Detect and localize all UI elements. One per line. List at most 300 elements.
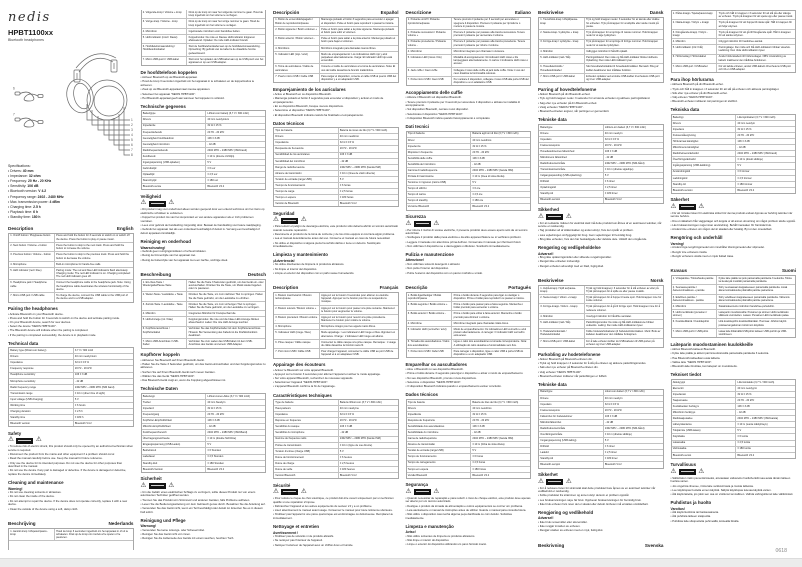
spec-label: Tempo de funcionamento	[407, 454, 472, 459]
spec-value: 32 Ω ± 15 %	[339, 141, 354, 145]
lang-section-deutsch	[141, 272, 267, 541]
part-name: 7. Port micro USB / Câble USB	[274, 349, 320, 357]
part-name: 2. Weiter-Taste / Lautstärke + Taste	[142, 292, 188, 300]
spec-label: Transmissionsområde	[539, 167, 604, 172]
list-item: • Koppel het product los van het stopcontact en van andere apparatuur als er zich problemen voordoen.	[141, 216, 267, 223]
list-item: • Não limpe o interior do dispositivo.	[406, 539, 532, 543]
description-row	[274, 74, 398, 82]
part-description: Parringstilstand: Den røde og blå LED-indikator blinker skiftevis. Opladning: Den røde LED-indikator lyser.	[586, 55, 659, 63]
technical-data-table	[406, 131, 532, 211]
spec-label: Frekvensrespons	[539, 408, 604, 413]
part-name: 2. Nästa-knapp / Volym + knapp	[672, 20, 718, 28]
warning-label: Varoitus!	[670, 506, 686, 511]
description-row	[9, 293, 133, 301]
spec-label: Batterityp	[672, 115, 737, 120]
part-description: Prima o botão para passar para a faixa seguinte. Mantenha o botão premido para aumentar o volume.	[453, 302, 523, 310]
part-description: Verbinden Sie zum Laden das USB-Kabel mit dem USB-Anschluss des Geräts und einem USB-Adapter.	[188, 340, 253, 347]
lang-section-francais	[273, 285, 399, 547]
spec-item-label: Playback time:	[10, 209, 34, 214]
cleaning-title: Rengjøring og vedlikehold	[538, 509, 594, 515]
list-item: • Het Bluetooth-apparaat geeft aan wanneer het koppelen is voltooid.	[141, 97, 267, 101]
technical-data-title: Caractéristiques techniques	[273, 392, 332, 398]
list-item: • Lees voor gebruik de handleiding zorgvuldig door. Bewaar de handleiding voor latere raadpleging.	[141, 224, 267, 228]
part-name: 2. Botão seguinte / Botão volume +	[407, 302, 453, 310]
list-item: • Aktiver Bluetooth på Bluetooth-enheten din.	[538, 358, 664, 362]
part-name: 7. Micro-USB-portti / USB-johto	[672, 329, 718, 337]
part-name: 5. LED-indikator (röd / blå)	[672, 45, 718, 53]
spec-label: Batterijtype	[142, 111, 207, 116]
list-item: • Não utilize solventes de limpeza ou produtos abrasivos.	[406, 535, 532, 539]
spec-value: Batería de iones de litio (3,7 V / 300 mAh)	[339, 129, 388, 133]
spec-label: Resposta de frequência	[407, 418, 472, 423]
list-item: • N'utilisez pas de solvants ni de produits abrasifs.	[273, 535, 399, 539]
part-name: 3. Botão anterior / Botão volume -	[407, 311, 453, 319]
spec-label: Funkfrequenzbereich	[142, 430, 207, 435]
part-description: Enheden oplades ved at slutte USB-kablet til enhedens USB-port og til en USB-adapter.	[586, 74, 660, 81]
list-item: • Les bruksanvisningen nøye før bruk. Oppbevar bruksanvisningen for fremtidig bruk.	[538, 499, 664, 503]
safety-title: Sikkerhed	[538, 207, 559, 213]
cleaning-title: Reiniging en onderhoud	[140, 239, 191, 245]
part-description: Appuyez sur le bouton 3 secondes pour allumer ou éteindre l'appareil. Appuyez sur le bouton pour lire ou suspendre la musique.	[321, 293, 389, 304]
spec-value: 5 V	[472, 181, 477, 185]
list-item: • On your Bluetooth device, search for new devices.	[8, 321, 134, 325]
spec-value: Bluetooth V4.2	[472, 205, 490, 209]
list-item: • Aktivieren Sie Bluetooth auf Ihrem Bluetooth-Gerät.	[141, 359, 267, 363]
part-name: 4. Microphone	[9, 262, 55, 267]
part-name: 2. Volgende-knop / Volume + knop	[142, 10, 188, 18]
spec-label: Batteritype	[539, 125, 604, 130]
safety-warning-icons	[141, 200, 267, 207]
part-name: 7. Micro-USB-port / USB-kabel	[672, 64, 718, 72]
spec-label: Bluetooth-version	[672, 188, 737, 193]
spec-label: Oplaadtijd	[142, 172, 207, 177]
part-description: Modo de emparejamiento: Los indicadores LED rojo y azul parpadean alternativamente. Carga: El indicador LED rojo está encendido.	[321, 52, 393, 63]
list-item: • Älä käytä laitetta, jos jokin sen osa on vioittunut tai viallinen. Vaihda vahingoittunut laite välittömästi.	[671, 493, 797, 497]
part-description: Druk op de knop om naar het vorige nummer te gaan. Houd de knop ingedrukt om het volume te verlagen.	[188, 20, 260, 27]
caution-box-icon	[16, 438, 33, 444]
pairing-steps	[671, 348, 797, 369]
list-item: • Tryk og hold knappen nede i 3 sekunder for at tænde enheden og aktivere parringstilstand.	[538, 97, 664, 101]
safety-title: Sikkerhet	[538, 472, 558, 478]
part-description: Prima o botão para voltar à faixa anterior. Mantenha o botão premido para diminuir o volume.	[453, 312, 522, 319]
part-name: 5. LED-indicator (rood / blauw)	[142, 35, 188, 43]
description-row	[539, 339, 663, 347]
warning-triangle-icon: ⚠	[670, 202, 677, 210]
list-item: • Reinig de buitenzijde van het apparaat met een zachte, vochtige doek.	[141, 259, 267, 263]
cleaning-title: Rengøring og vedligeholdelse	[538, 245, 601, 251]
list-item: • Aktivér Bluetooth på din Bluetooth-enhed.	[538, 93, 664, 97]
safety-title: Turvallisuus	[670, 462, 697, 468]
part-name: 1. Botão ligar/desligar / Botão reproduzir/pausa	[407, 293, 453, 301]
technical-data-title: Tekniset tiedot	[670, 372, 702, 378]
spec-label: Sensibilidad de los auriculares	[274, 153, 339, 158]
spec-label: Batterietyp	[142, 394, 207, 399]
brand-block	[8, 10, 134, 220]
spec-label: Impedanssi	[672, 392, 737, 397]
spec-value: Bluetooth V4.2	[472, 473, 490, 477]
list-item: • Clean the outside of the device using a soft, damp cloth.	[8, 508, 134, 512]
spec-value: - 42 dB	[207, 142, 216, 146]
warning-label: Advarsel!	[538, 516, 554, 521]
list-item: • Tag produktet ud af stikkontakten og andet udstyr, hvis der opstår et problem.	[538, 229, 664, 233]
pairing-steps	[141, 76, 267, 100]
spec-label: Versione Bluetooth	[407, 204, 472, 209]
description-row	[9, 529, 133, 542]
list-item: • For at nedsætte risikoen for elektrisk stød må dette produkt kun åbnes af en autoriseret tekniker, når service er nødvendig.	[538, 222, 664, 229]
part-description: Ingebouwde microfoon voor handsfree bellen.	[188, 29, 241, 33]
list-item: • Bluetooth-laite ilmoittaa, kun laitepari on muodostettu.	[671, 365, 797, 369]
spec-label: Elementit	[672, 386, 737, 391]
part-name: 4. Microfoon	[142, 29, 188, 34]
description-row	[407, 311, 531, 320]
spec-label: Ladetid	[539, 450, 604, 455]
list-item: • Activate Bluetooth on your Bluetooth device.	[8, 313, 134, 317]
list-item: • Verwenden Sie keine Lösungs- oder Scheuermittel.	[141, 529, 267, 533]
language-name: English	[116, 226, 134, 232]
description-row	[9, 268, 133, 281]
part-description: Pulse el botón para saltar a la pista anterior. Mantenga pulsado el botón para bajar el volumen.	[321, 37, 396, 44]
safety-warning-icons	[538, 214, 664, 221]
part-description: Premere il pulsante per passare alla traccia precedente. Tenere premuto il pulsante per ridurre il volume.	[453, 40, 526, 47]
spec-label: Stand-bytijd	[142, 178, 207, 183]
pairing-steps	[538, 358, 664, 379]
technical-data-title: Datos técnicos	[273, 120, 305, 126]
list-item: • Zoek op uw Bluetooth-apparaat naar nieuwe apparaten.	[141, 88, 267, 92]
spec-value: ± 180 horas	[339, 196, 354, 199]
description-row	[407, 340, 531, 349]
safety-notes	[141, 208, 267, 235]
spec-label: Akkutyyppi	[672, 380, 737, 385]
description-row	[672, 329, 796, 337]
description-row	[407, 18, 531, 31]
nedis-logo: nedis	[8, 10, 51, 25]
description-row	[142, 19, 266, 28]
technical-data-row	[274, 473, 398, 478]
spec-value: 40 mm neodimio	[472, 138, 492, 142]
spec-label: Impedancia	[274, 140, 339, 145]
list-item: • Hae Bluetooth-laitteellasi uusia laitteita.	[671, 357, 797, 361]
spec-value: ± 180 h	[74, 415, 84, 419]
spec-value: ± 2,5 ore	[472, 193, 483, 197]
technical-data-table	[671, 114, 797, 194]
spec-value: Litium-ion-batteri (3,7 V / 300 mAh)	[604, 390, 645, 394]
spec-value: 32 Ω ± 15 %	[207, 124, 222, 128]
description-row	[142, 44, 266, 57]
part-description: Ligue o cabo dos auscultadores à tomada correspondente. Nota: A utilização do cabo desativa a funcionalidade sem fios.	[453, 340, 527, 347]
spec-label: Radiotaajuusalue	[672, 416, 737, 421]
description-title: Beschrijving	[8, 521, 36, 527]
list-item: • Trykk og hold knappen i 3 sekunder for å slå på enheten og aktivere parkoblingsmodus.	[538, 362, 664, 366]
spec-item-label: Standby time:	[10, 214, 32, 219]
spec-label: Radiofrequentiebereik	[142, 148, 207, 153]
spec-item	[8, 215, 134, 220]
description-row	[672, 310, 796, 319]
list-item: • Não utilize o dispositivo caso tenha alguma peça danificada ou com defeito. Substitua imediatamente.	[406, 513, 532, 520]
description-row	[142, 339, 266, 347]
spec-label: Tiempo de funcionamiento	[274, 183, 339, 188]
spec-label: Radio frequency range	[9, 385, 74, 390]
pairing-steps	[406, 368, 532, 389]
spec-label: Frequentiebereik	[142, 130, 207, 135]
description-row	[539, 18, 663, 31]
technical-data-title: Dados técnicos	[405, 392, 438, 398]
spec-value: 5 V	[472, 449, 477, 453]
spec-label: Gamme de fréquence radio	[274, 437, 339, 442]
spec-label: Tempo di standby	[407, 198, 472, 203]
spec-label: Impedenza	[407, 144, 472, 149]
spec-value: Batterie lithium-ion (3,7 V / 300 mAh)	[339, 400, 382, 404]
part-name: 1. Bouton marche/arrêt / Bouton lecture/pause	[274, 293, 320, 305]
spec-value: 20 Hz - 20 kHz	[737, 398, 755, 402]
pairing-title: Pairing the headphones	[8, 306, 58, 312]
list-item: • Para reducir el peligro de descarga eléctrica, este producto sólo debería abrirlo un técnico autorizado cuando necesite reparación.	[273, 225, 399, 232]
spec-label: Driftstid	[539, 179, 604, 184]
spec-label: Hovedtelefonernes følsomhed	[539, 149, 604, 154]
part-description: Appuyez sur le bouton pour passer à la piste suivante. Maintenez le bouton pour augmenter le volume.	[321, 306, 395, 313]
list-item: • Do not use cleaning solvents or abrasives.	[8, 491, 134, 495]
list-item: • Sur votre appareil Bluetooth, recherchez de nouveaux appareils.	[273, 377, 399, 381]
lang-header	[538, 10, 664, 15]
technical-data-table	[538, 389, 664, 469]
spec-value: ± 6 horas	[339, 183, 351, 187]
list-item: • Bluetooth-enheten indikerer når parkoblingen er fullført.	[538, 375, 664, 379]
spec-value: 20 Hz - 20 kHz	[339, 147, 357, 151]
part-description: Collegare il cavo delle cuffie al jack delle cuffie. Nota: L'uso del cavo disattiva la funzionalità wireless.	[453, 68, 525, 75]
spec-label: Alcance de transmissão	[407, 442, 472, 447]
list-item: • Søg efter nye enheder på din Bluetooth-enhed.	[538, 102, 664, 106]
caution-box-icon	[546, 214, 563, 220]
cleaning-title: Puhdistus ja huolto	[670, 500, 712, 506]
spec-label: Latausaika	[672, 441, 737, 446]
list-item: • Använd inga rengöringsmedel som innehåller lösningsmedel eller slipmedel.	[671, 246, 797, 250]
spec-value: 20 Hz - 20 kHz	[472, 418, 490, 422]
spec-value: Litiumjonbatteri (3,7 V / 300 mAh)	[737, 115, 776, 119]
warning-triangle-icon: ⚠	[140, 481, 147, 489]
spec-item-label: Frequency:	[10, 179, 29, 184]
caution-box-icon	[546, 479, 563, 485]
part-name: 5. LED-Anzeige (rot / blau)	[142, 317, 188, 325]
list-item: • Välj enheten "NEDIS HPBT1100".	[671, 96, 797, 100]
list-item: • Wählen Sie das Gerät "NEDIS HPBT1100".	[141, 375, 267, 379]
language-name: Italiano	[514, 10, 531, 15]
technical-data-row	[142, 184, 266, 189]
part-description: Per caricare il dispositivo, collegare il cavo USB alla porta USB del dispositivo e a un adattatore USB.	[453, 77, 529, 85]
part-name: 1. Botón de encendido/apagado / Botón de reproducción/pausa	[274, 18, 320, 26]
spec-value: ± 6 ore	[472, 187, 481, 191]
lang-header	[406, 285, 532, 290]
spec-value: 32 Ω ± 15 %	[472, 412, 487, 416]
part-description: Sisäänrakennettu mikrofoni handsfree-puheluihin.	[718, 304, 775, 308]
spec-label: Drivers	[672, 121, 737, 126]
caution-box-icon	[679, 469, 696, 475]
cleaning-notes	[671, 246, 797, 258]
spec-label: Tipo de bateria	[407, 400, 472, 405]
description-row	[142, 35, 266, 44]
lang-header	[8, 521, 134, 526]
spec-value: ± 180 ore	[472, 199, 484, 203]
part-description: Siirry seuraavaan kappaleeseen painamalla painiketta. Lisää äänenvoimakkuutta pitämällä painike painettuna.	[718, 286, 788, 293]
spec-label: Sensibilidade dos auscultadores	[407, 424, 472, 429]
spec-label: Drivers	[407, 406, 472, 411]
part-description: Kopplungsmodus: Die rote und die blaue LED-Anzeige blinken abwechselnd. Laden: Die rote LED-Anzeige leuchtet.	[188, 318, 260, 325]
spec-label: Input voltage (USB charging)	[9, 397, 74, 402]
cleaning-title: Reinigung und Pflege	[140, 517, 186, 523]
spec-label: Ingangsspanning (USB-opladen)	[142, 160, 207, 165]
list-item: • Do not use the device if any part is damaged or defective. If the device is damaged or defective, replace the device immediately.	[8, 469, 134, 476]
spec-value: 20 Hz - 20 kHz	[74, 367, 92, 371]
warning-triangle-icon: ⚠	[405, 219, 412, 227]
svg-text:6: 6	[130, 143, 133, 148]
lang-section-norsk	[538, 278, 664, 533]
list-item: • Das Bluetooth-Gerät zeigt an, wenn die Kopplung abgeschlossen ist.	[141, 379, 267, 383]
list-item: • Använd inte enheten om någon del är skadad eller felaktig. Byt ut den omedelbart.	[671, 228, 797, 232]
spec-label: Gevoeligheid hoofdtelefoon	[142, 136, 207, 141]
warning-label: Advarsel!	[538, 251, 554, 256]
part-description: Built-in microphone for hands-free calls.	[56, 262, 101, 266]
spec-value: 40 mm neodímio	[472, 406, 492, 410]
spec-label: Versión de Bluetooth	[274, 201, 339, 206]
cleaning-notes	[538, 521, 664, 533]
list-item: • Leia atentamente o manual de instruções antes de utilizar. Guarde o manual para consulta futura.	[406, 509, 532, 513]
spec-label: Frequency response	[9, 366, 74, 371]
spec-value: 32 Ω ± 15 %	[472, 144, 487, 148]
lang-section-dansk	[538, 10, 664, 268]
part-name: 2. Pulsante successivo / Pulsante volume +	[407, 30, 453, 38]
spec-label: Tipo di batteria	[407, 132, 472, 137]
spec-label: Portée de transmission	[274, 443, 339, 448]
warning-triangle-icon: ⚠	[538, 212, 544, 220]
cleaning-title: Cleaning and maintenance	[8, 480, 64, 486]
spec-label: Tempo de carregamento	[407, 461, 472, 466]
description-row	[274, 340, 398, 349]
language-name: Nederlands	[108, 521, 134, 527]
spec-label: Version Bluetooth	[274, 473, 339, 478]
spec-value: 2402 MHz ~ 2480 MHz (ISM-kaista)	[737, 417, 778, 421]
spec-item-value: 106 dB	[27, 184, 39, 189]
description-table	[406, 17, 532, 87]
spec-label: Mikrofonens känslighet	[672, 145, 737, 150]
spec-value: 2402 MHz ~ 2480 MHz (banda ISM)	[339, 165, 381, 169]
spec-label: Käyttöaika	[672, 434, 737, 439]
spec-value: 106 ± 3 dB	[207, 136, 220, 140]
spec-value: ± 6 timer	[604, 445, 615, 449]
part-name: 6. Hovedtelefonstik / Hovedtelefonkabel	[539, 64, 585, 72]
language-name: Deutsch	[247, 272, 266, 278]
part-description: Inbyggd mikrofon för handsfree-samtal.	[718, 40, 763, 44]
spec-value: 106 ± 3 dB	[339, 425, 353, 429]
spec-value: 32 Ω ± 15 %	[737, 392, 752, 396]
part-name: 7. Micro-USB-port / USB-kabel	[539, 339, 585, 347]
spec-label: Impedance	[9, 360, 74, 365]
spec-value: ± 10 m (direkte Sichtlinie)	[207, 437, 237, 441]
list-item: • Desconecte el producto de la toma de corriente y de los otros equipos si ocurriera algún problema.	[273, 233, 399, 237]
part-name: 3. Vorige-knop / Volume - knop	[142, 19, 188, 27]
part-name: 1. Tænd/sluk-knap / Afspil/pause-knap	[539, 18, 585, 30]
technical-data-title: Technical data	[8, 340, 39, 346]
list-item: • Do not clean the inside of the device.	[8, 495, 134, 499]
description-table	[406, 292, 532, 359]
list-item: • Activez le Bluetooth sur votre appareil Bluetooth.	[273, 369, 399, 373]
spec-label: Inngangsspenning (USB-lading)	[539, 438, 604, 443]
list-item: • Reinigen Sie die Außenseite des Geräts mit einem weichen, feuchten Tuch.	[141, 537, 267, 541]
part-name: 2. Næste-knap / Lydstyrke + knap	[539, 30, 585, 38]
spec-value: ± 180 Stunden	[207, 461, 224, 465]
spec-label: Hörlurarnas känslighet	[672, 139, 737, 144]
spec-value: 106 ± 3 dB	[74, 373, 88, 377]
spec-value: ± 2,5 timer	[604, 186, 617, 190]
spec-value: ± 10 m (direkt siktlinje)	[737, 158, 763, 162]
description-table	[8, 233, 134, 303]
part-name: 6. Jack cuffie / Cavo cuffie	[407, 68, 453, 76]
safety-warning-icons	[273, 489, 399, 496]
spec-label: Impedanz	[142, 406, 207, 411]
description-row	[274, 52, 398, 65]
spec-value: 20 Hz - 20 kHz	[207, 412, 225, 416]
safety-notes	[406, 229, 532, 249]
list-item: • Suchen Sie auf Ihrem Bluetooth-Gerät nach neuen Geräten.	[141, 371, 267, 375]
spec-label: Drivere	[539, 131, 604, 136]
list-item: • Lesen Sie die Bedienungsanleitung vor dem Gebrauch genau durch. Bewahren Sie die Anleitung auf.	[141, 503, 267, 507]
spec-value: 2402 MHz ~ 2480 MHz (bande ISM)	[339, 437, 381, 441]
spec-value: ± 180 uur	[207, 179, 219, 183]
spec-label: Radiofrekvensräckvidd	[672, 151, 737, 156]
list-item: • Select the device "NEDIS HPBT1100".	[8, 325, 134, 329]
part-description: Koble hodetelefonkabelen til hodetelefonkontakten. Merk: Bruk av kabelen deaktiverer den trådløse funksjonen.	[586, 330, 661, 337]
part-description: Micrófono integrado para llamadas manos libres.	[321, 46, 377, 50]
spec-label: Impedans	[539, 137, 604, 142]
list-item: • Bluetooth-enheden angiver, når parringen er gennemført.	[538, 110, 664, 114]
spec-value: Lithium-Ionen-Akku (3,7 V / 300 mAh)	[207, 394, 251, 398]
part-description: Modo de emparelhamento: Os indicadores LED vermelho e azul piscam alternadamente. A carregar: O indicador LED vermelho está aceso.	[453, 327, 527, 338]
spec-value: Litiumioniakku (3,7 V / 300 mAh)	[737, 380, 775, 384]
spec-item-label: Bluetooth version:	[10, 189, 39, 194]
warning-triangle-icon: ⚠	[565, 212, 572, 220]
part-name: 7. Porta micro USB / Cabo USB	[407, 349, 453, 357]
description-title: Description	[273, 285, 299, 291]
part-name: 6. Toma de auriculares / Cable de auriculares	[274, 64, 320, 72]
technical-data-table	[406, 399, 532, 479]
spec-label: Standby-Zeit	[142, 461, 207, 466]
technical-data-table	[141, 110, 267, 190]
spec-value: 32 Ω ± 15 %	[74, 361, 89, 365]
list-item: • Brug ikke opløsningsmidler eller slibende rengøringsmidler.	[538, 256, 664, 260]
list-item: • Mantenga pulsado el botón 3 segundos para encender el dispositivo y activar el modo de emparejamiento.	[273, 97, 399, 104]
caution-box-icon	[149, 483, 166, 489]
lang-header	[141, 272, 267, 277]
spec-label: Laddningstid	[672, 176, 737, 181]
list-item: • The Bluetooth device will indicate when the pairing is completed.	[8, 329, 134, 333]
spec-label: Tipo de batería	[274, 128, 339, 133]
spec-label: Alcance de transmisión	[274, 171, 339, 176]
safety-notes	[273, 225, 399, 249]
part-description: Press the button to skip to the next track. Press and hold the button to increase the volume.	[56, 243, 125, 251]
list-item: • Rengör enhetens utsida med en mjuk fuktad trasa.	[671, 255, 797, 259]
spec-label: Drivers	[274, 134, 339, 139]
spec-value: ± 2,5 uur	[207, 173, 218, 177]
spec-value: - 42 dB	[737, 411, 746, 415]
description-table	[273, 292, 399, 359]
spec-value: ± 10 m (direkte siktlinje)	[604, 432, 632, 436]
spec-value: ± 6 heures	[339, 455, 352, 459]
part-name: 5. LED-indikator (rød / blå)	[539, 320, 585, 328]
spec-label: Användningstid	[672, 170, 737, 175]
spec-value: ± 2,5 timmar	[737, 176, 752, 180]
caution-box-icon	[679, 204, 696, 210]
spec-label: Durée de charge	[274, 461, 339, 466]
description-row	[407, 327, 531, 340]
part-name: 3. Botón anterior / Botón volumen -	[274, 36, 320, 44]
list-item: • Do not attempt to repair the device. If the device does not operate correctly, replace it with a new device.	[8, 500, 134, 507]
